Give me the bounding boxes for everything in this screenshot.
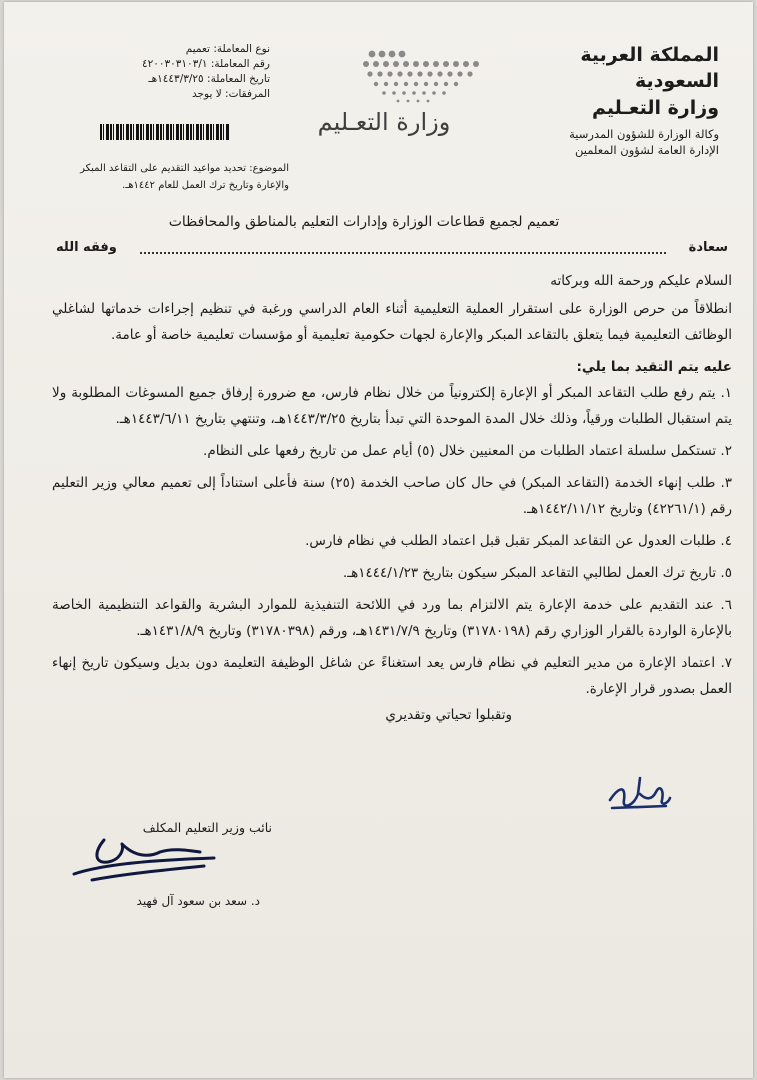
barcode <box>100 124 230 140</box>
agency-name: وكالة الوزارة للشؤون المدرسية <box>569 127 719 141</box>
transaction-info <box>100 42 270 102</box>
subject <box>44 160 289 194</box>
closing-line: وتقبلوا تحياتي وتقديري <box>385 707 512 723</box>
transaction-number: رقم المعاملة: ٤٢٠٠٣٠٣١٠٣/١ <box>141 58 270 70</box>
list-item: ٧. اعتماد الإعارة من مدير التعليم في نظام فارس يعد استغناءً عن شاغل الوظيفة التعليمة دون بديل وسيكون تاريخ إنهاء العمل بصدور قرار الإعارة. <box>52 655 732 697</box>
list-item: ٣. طلب إنهاء الخدمة (التقاعد المبكر) في حال كان صاحب الخدمة (٢٥) سنة فأعلى استناداً إلى تعميم معالي وزير التعليم رقم (٤٢٢٦١/١) وتاريخ ١٤٤٢/١١/١٢هـ. <box>52 475 733 517</box>
letter-page <box>4 2 753 1078</box>
greeting: السلام عليكم ورحمة الله وبركاته <box>550 273 732 289</box>
signatory-title: نائب وزير التعليم المكلف <box>142 820 272 835</box>
salutation-closing: وفقه الله <box>56 240 117 255</box>
ministry-logo <box>284 46 499 146</box>
subject-line-1: الموضوع: تحديد مواعيد التقديم على التقاعد المبكر <box>80 163 289 174</box>
transaction-date: تاريخ المعاملة: ١٤٤٣/٣/٢٥هـ <box>148 73 270 85</box>
list-item: ٦. عند التقديم على خدمة الإعارة يتم الالتزام بما ورد في اللائحة التنفيذية للموارد البشرية والقواعد التنظيمية الخاصة بالإعارة الواردة بالقرار الوزاري رقم (٣١٧٨٠١٩٨) وتاريخ ١٤٣١/٧/٩هـ، ورقم (٣١٧٨٠٣٩٨) وتاريخ ١٤٣١/٨/٩هـ. <box>52 597 732 639</box>
circular-heading: تعميم لجميع قطاعات الوزارة وإدارات التعليم بالمناطق والمحافظات <box>168 214 560 230</box>
list-item: ٥. تاريخ ترك العمل لطالبي التقاعد المبكر سيكون بتاريخ ١٤٤٤/١/٢٣هـ. <box>342 565 732 581</box>
transaction-type: نوع المعاملة: تعميم <box>185 43 270 55</box>
letterhead-right <box>509 42 719 158</box>
kingdom-name: المملكة العربية السعودية <box>580 44 719 92</box>
department-name: الإدارة العامة لشؤون المعلمين <box>575 143 719 157</box>
addressee: سعادة <box>688 240 728 255</box>
list-item: ٤. طلبات العدول عن التقاعد المبكر تقبل قبل اعتماد الطلب في نظام فارس. <box>305 533 732 549</box>
ministry-name: وزارة التعـليم <box>591 97 719 119</box>
attachments: المرفقات: لا يوجد <box>192 88 270 100</box>
signatory-name: د. سعد بن سعود آل فهيد <box>136 894 260 908</box>
list-item: ١. يتم رفع طلب التقاعد المبكر أو الإعارة إلكترونياً من خلال نظام فارس، مع ضرورة إرفاق جميع المسوغات المطلوبة ولا يتم استقبال الطلبات ورقياً، وذلك خلال المدة الموحدة التي تبدأ بتاريخ ١٤٤٣/٣/٢٥هـ، وتنتهي بتاريخ ١٤٤٣/٦/١١هـ. <box>52 385 732 427</box>
list-item: ٢. تستكمل سلسلة اعتماد الطلبات من المعنيين خلال (٥) أيام عمل من تاريخ رفعها على النظام. <box>203 443 732 459</box>
letter-body <box>52 268 732 728</box>
dotted-line <box>140 252 666 254</box>
subject-line-2: والإعارة وتاريخ ترك العمل للعام ١٤٤٢هـ. <box>122 180 289 191</box>
logo-wordmark: وزارة التعـليم <box>317 108 451 136</box>
ministry-logo-dots-icon <box>284 46 499 108</box>
intro-paragraph: انطلاقاً من حرص الوزارة على استقرار العملية التعليمية أثناء العام الدراسي ورغبة في تنظيم إجراءات خدماتها لشاغلي الوظائف التعليمية فيما يتعلق بالتقاعد المبكر والإعارة لجهات حكومية تعليمية أو مؤسسات تعليمية خاصة أو عامة. <box>52 301 732 343</box>
initials-signature <box>604 770 674 816</box>
instructions-lead: عليه يتم التقيد بما يلي: <box>576 359 732 375</box>
signature <box>64 830 224 886</box>
salutation-line <box>56 240 728 264</box>
